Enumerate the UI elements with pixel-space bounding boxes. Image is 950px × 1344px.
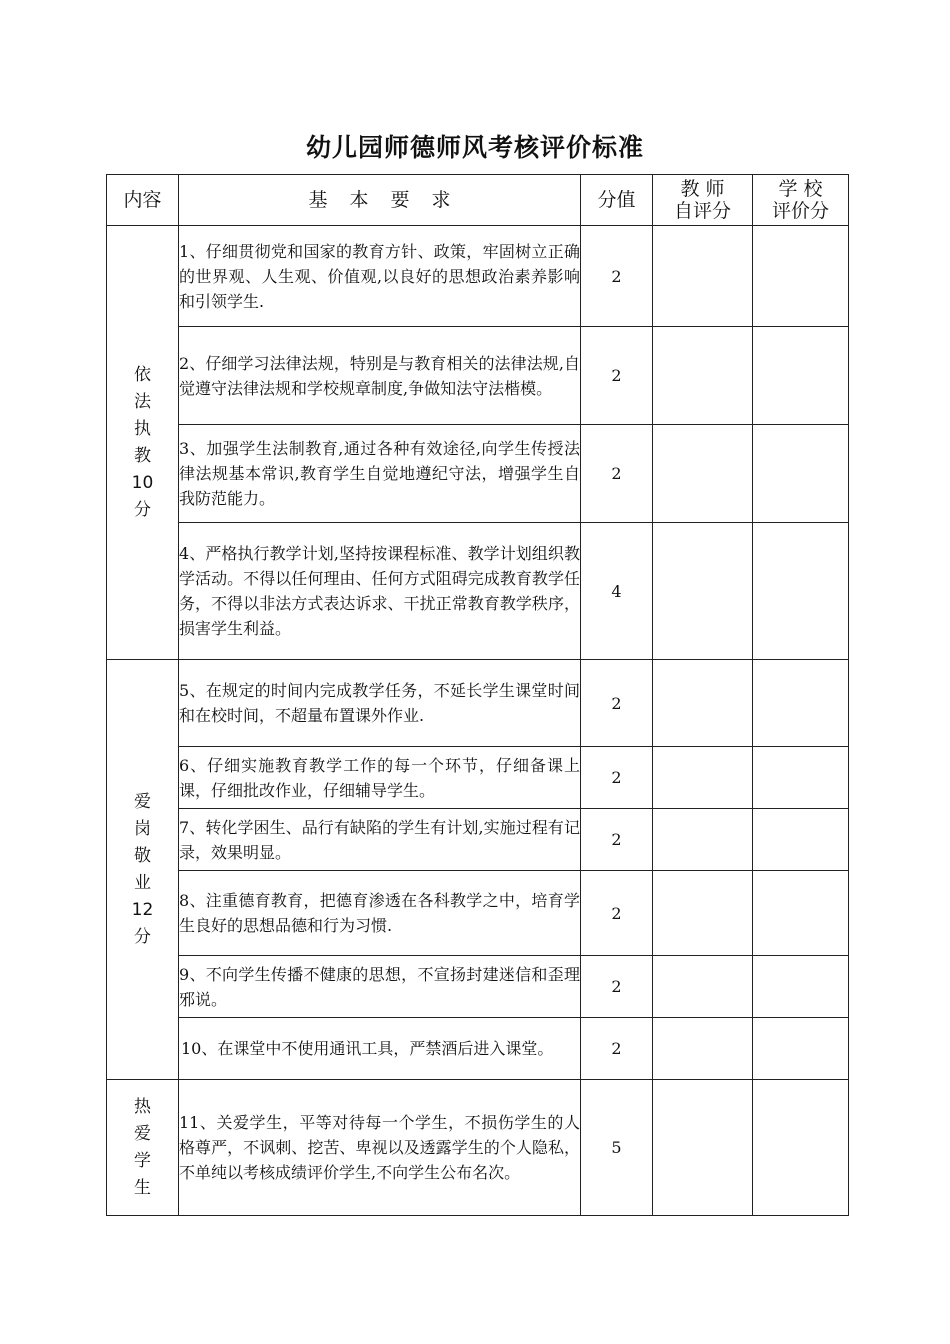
requirement-text: 5、在规定的时间内完成教学任务，不延长学生课堂时间和在校时间，不超量布置课外作业. [179,660,581,747]
teacher-self-score-cell[interactable] [653,660,753,747]
table-row [107,1018,849,1080]
score-value: 2 [581,226,653,327]
page-title: 幼儿园师德师风考核评价标准 [305,133,644,162]
table-row [107,747,849,809]
teacher-self-score-cell[interactable] [653,871,753,956]
school-eval-score-cell[interactable] [753,327,849,425]
teacher-self-score-cell[interactable] [653,1018,753,1080]
teacher-self-score-cell[interactable] [653,226,753,327]
score-value: 2 [581,1018,653,1080]
teacher-self-score-cell[interactable] [653,809,753,871]
school-eval-score-cell[interactable] [753,226,849,327]
evaluation-table [106,174,849,1216]
table-header-row [107,175,849,226]
score-value: 2 [581,747,653,809]
teacher-self-score-cell[interactable] [653,425,753,523]
table-row [107,327,849,425]
requirement-text: 11、关爱学生，平等对待每一个学生，不损伤学生的人格尊严，不讽刺、挖苦、卑视以及透露学生的个人隐私，不单纯以考核成绩评价学生,不向学生公布名次。 [179,1080,581,1216]
school-eval-score-cell[interactable] [753,660,849,747]
requirement-text: 7、转化学困生、品行有缺陷的学生有计划,实施过程有记录，效果明显。 [179,809,581,871]
requirement-text: 8、注重德育教育，把德育渗透在各科教学之中，培育学生良好的思想品德和行为习惯. [179,871,581,956]
score-value: 2 [581,956,653,1018]
school-eval-score-cell[interactable] [753,425,849,523]
category-cell: 依 法 执 教 10 分 [107,226,179,660]
score-value: 4 [581,523,653,660]
requirement-text: 1、仔细贯彻党和国家的教育方针、政策，牢固树立正确的世界观、人生观、价值观,以良好的思想政治素养影响和引领学生. [179,226,581,327]
school-eval-score-cell[interactable] [753,871,849,956]
table-row [107,425,849,523]
header-school-eval-score: 学 校 评价分 [753,175,849,226]
teacher-self-score-cell[interactable] [653,523,753,660]
table-row [107,1080,849,1216]
category-cell: 爱 岗 敬 业 12 分 [107,660,179,1080]
table-row [107,809,849,871]
school-eval-score-cell[interactable] [753,1080,849,1216]
score-value: 2 [581,871,653,956]
requirement-text: 3、加强学生法制教育,通过各种有效途径,向学生传授法律法规基本常识,教育学生自觉地遵纪守法，增强学生自我防范能力。 [179,425,581,523]
requirement-text: 2、仔细学习法律法规，特别是与教育相关的法律法规,自觉遵守法律法规和学校规章制度,争做知法守法楷模。 [179,327,581,425]
header-score: 分值 [581,175,653,226]
score-value: 2 [581,425,653,523]
requirement-text: 9、不向学生传播不健康的思想，不宣扬封建迷信和歪理邪说。 [179,956,581,1018]
score-value: 2 [581,809,653,871]
header-content: 内容 [107,175,179,226]
table-row [107,871,849,956]
school-eval-score-cell[interactable] [753,523,849,660]
score-value: 2 [581,660,653,747]
requirement-text: 10、在课堂中不使用通讯工具，严禁酒后进入课堂。 [179,1018,581,1080]
table-row [107,523,849,660]
requirement-text: 4、严格执行教学计划,坚持按课程标准、教学计划组织教学活动。不得以任何理由、任何方式阻碍完成教育教学任务，不得以非法方式表达诉求、干扰正常教育教学秩序，损害学生利益。 [179,523,581,660]
category-cell: 热 爱 学 生 [107,1080,179,1216]
teacher-self-score-cell[interactable] [653,747,753,809]
header-requirements: 基本要求 [179,175,581,226]
score-value: 5 [581,1080,653,1216]
score-value: 2 [581,327,653,425]
table-row [107,226,849,327]
table-row [107,660,849,747]
school-eval-score-cell[interactable] [753,1018,849,1080]
teacher-self-score-cell[interactable] [653,956,753,1018]
school-eval-score-cell[interactable] [753,747,849,809]
teacher-self-score-cell[interactable] [653,327,753,425]
header-teacher-self-score: 教 师 自评分 [653,175,753,226]
table-row [107,956,849,1018]
school-eval-score-cell[interactable] [753,809,849,871]
school-eval-score-cell[interactable] [753,956,849,1018]
teacher-self-score-cell[interactable] [653,1080,753,1216]
requirement-text: 6、仔细实施教育教学工作的每一个环节，仔细备课上课，仔细批改作业，仔细辅导学生。 [179,747,581,809]
